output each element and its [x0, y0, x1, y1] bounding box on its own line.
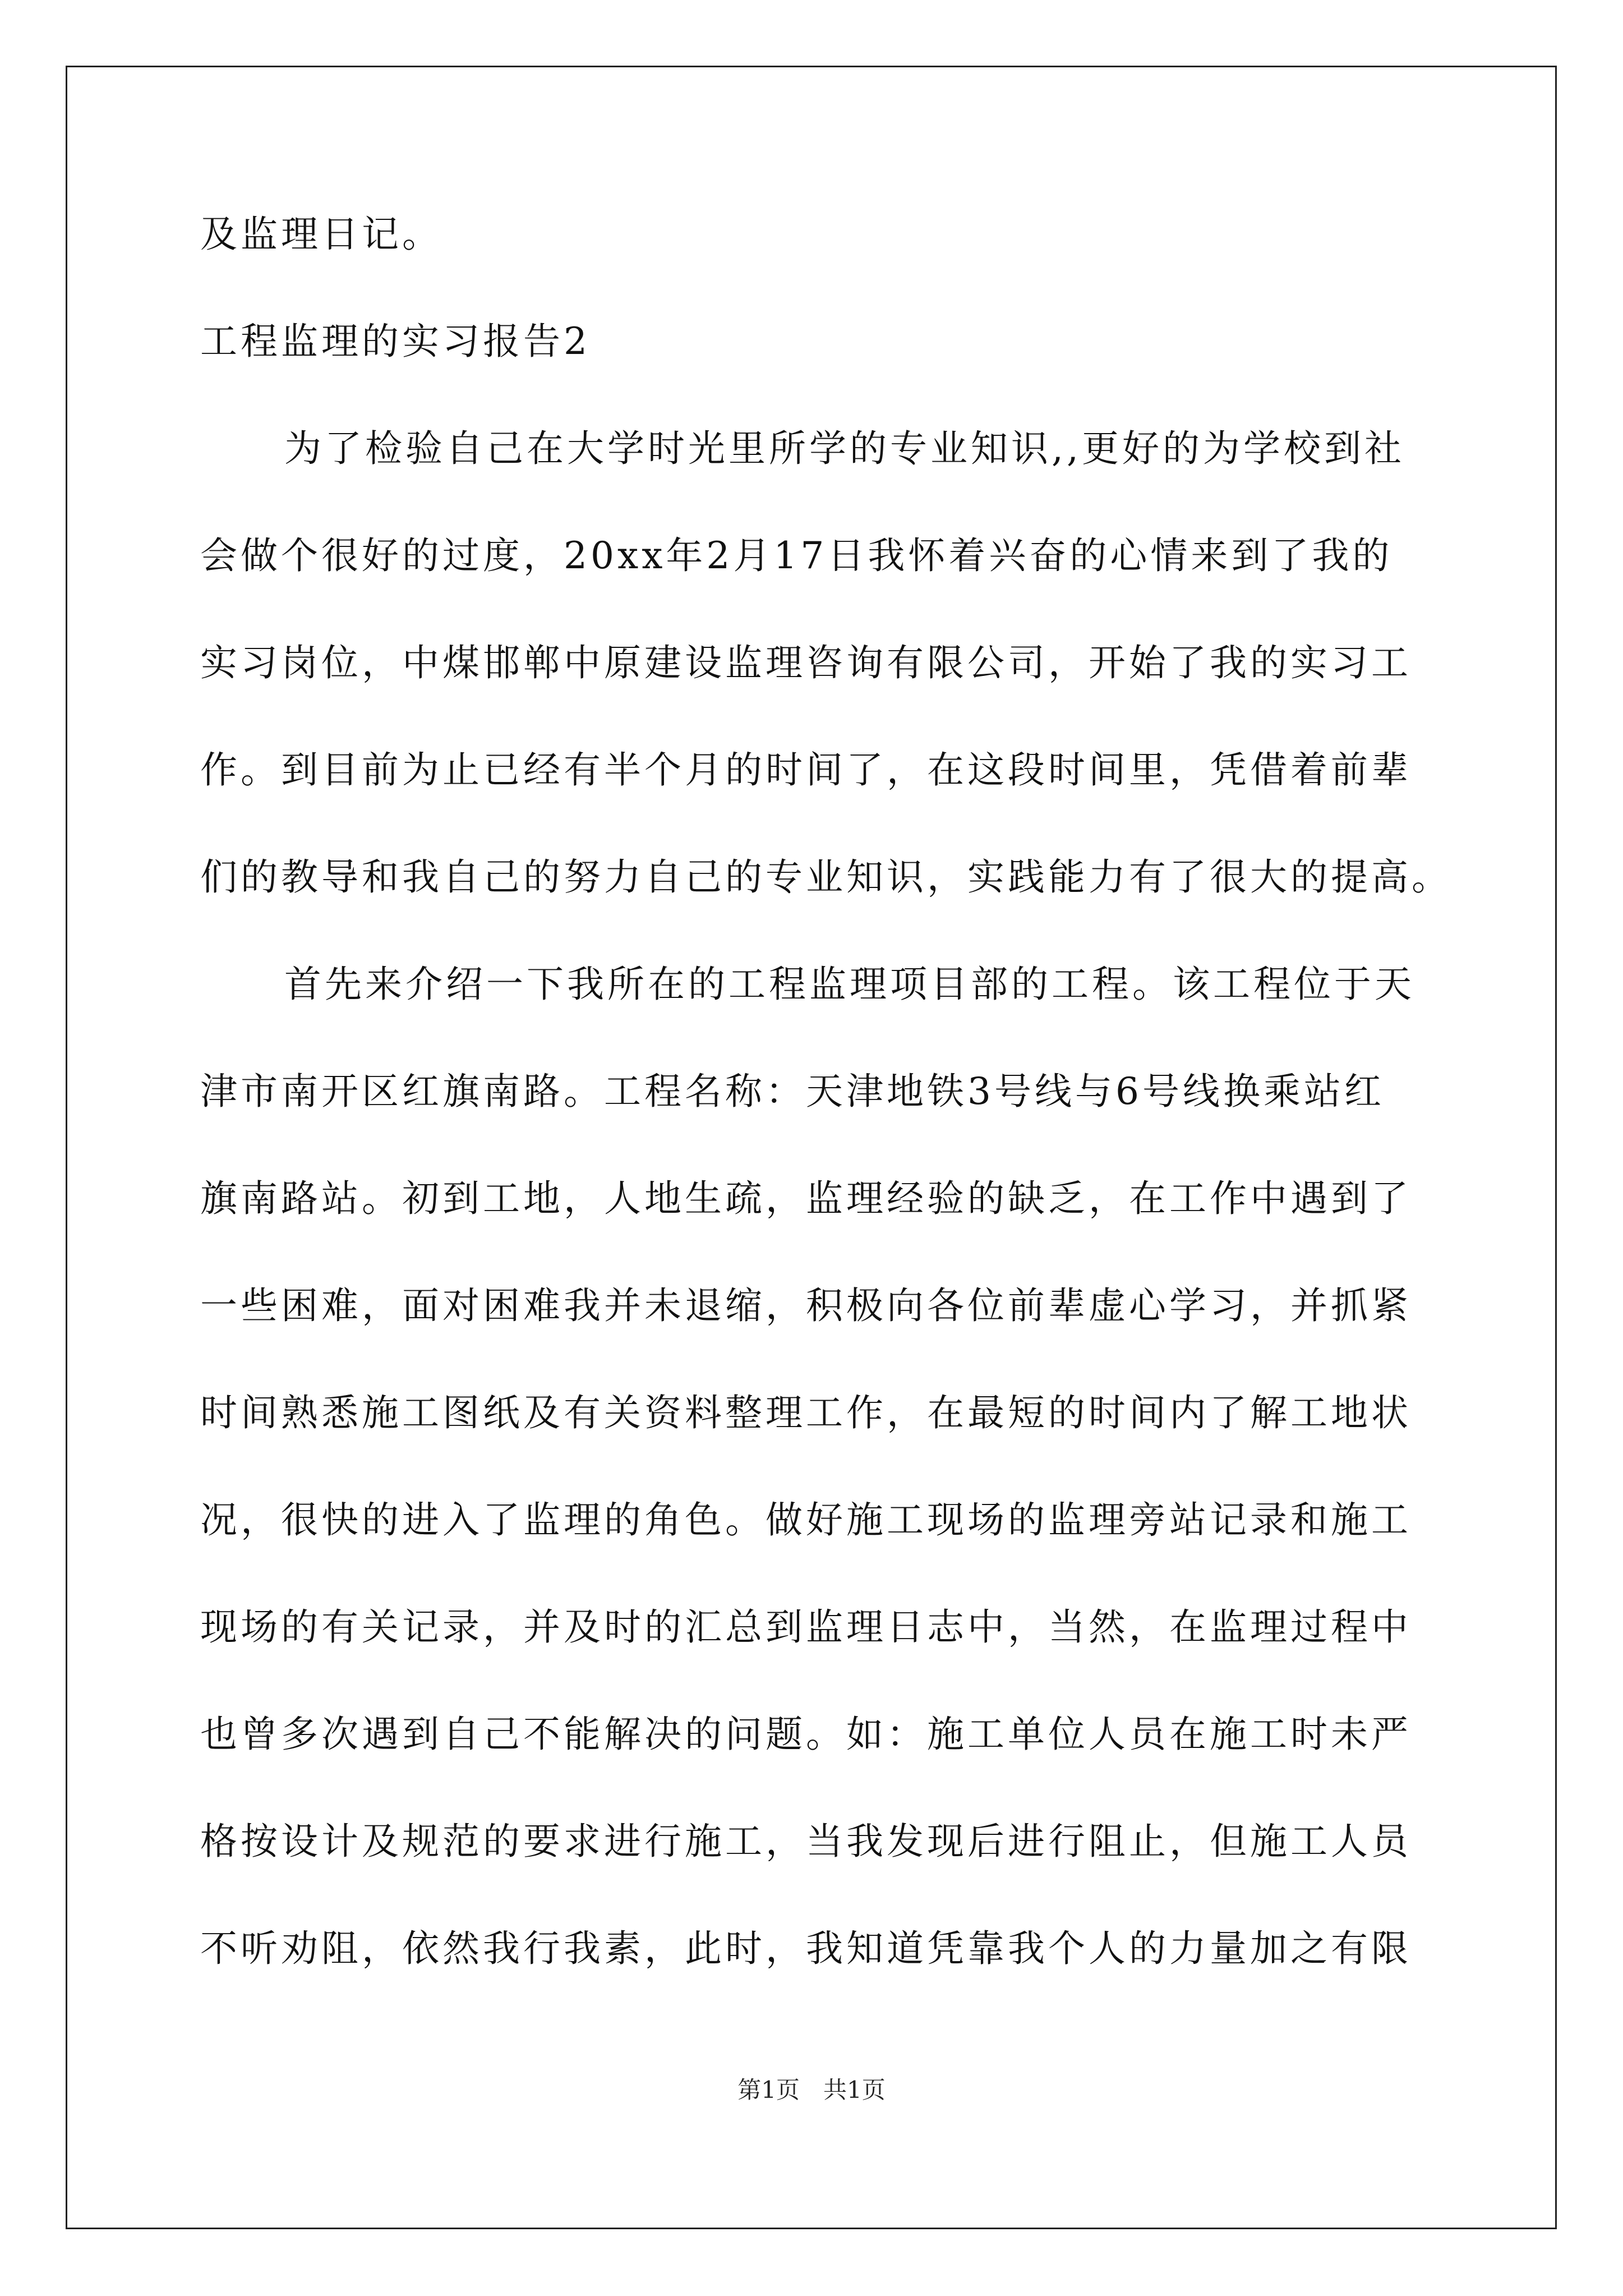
- paragraph-line: 不听劝阻，依然我行我素，此时，我知道凭靠我个人的力量加之有限: [200, 1927, 1412, 1970]
- paragraph-line: 们的教导和我自己的努力自己的专业知识，实践能力有了很大的提高。: [200, 855, 1452, 899]
- text-line: 及监理日记。: [200, 213, 442, 256]
- paragraph-line: 为了检验自己在大学时光里所学的专业知识,,更好的为学校到社: [284, 427, 1405, 470]
- paragraph-line: 一些困难，面对困难我并未退缩，积极向各位前辈虚心学习，并抓紧: [200, 1284, 1412, 1327]
- paragraph-line: 现场的有关记录，并及时的汇总到监理日志中，当然，在监理过程中: [200, 1605, 1412, 1649]
- paragraph-line: 首先来介绍一下我所在的工程监理项目部的工程。该工程位于天: [284, 963, 1415, 1006]
- paragraph-line: 格按设计及规范的要求进行施工，当我发现后进行阻止，但施工人员: [200, 1820, 1412, 1863]
- paragraph-line: 津市南开区红旗南路。工程名称：天津地铁3号线与6号线换乘站红: [200, 1070, 1385, 1113]
- section-heading: 工程监理的实习报告2: [200, 320, 591, 363]
- page-footer: 第1页 共1页: [737, 2076, 886, 2104]
- paragraph-line: 时间熟悉施工图纸及有关资料整理工作，在最短的时间内了解工地状: [200, 1391, 1412, 1434]
- paragraph-line: 况，很快的进入了监理的角色。做好施工现场的监理旁站记录和施工: [200, 1498, 1412, 1542]
- paragraph-line: 作。到目前为止已经有半个月的时间了，在这段时间里，凭借着前辈: [200, 748, 1412, 792]
- paragraph-line: 实习岗位，中煤邯郸中原建设监理咨询有限公司，开始了我的实习工: [200, 641, 1412, 684]
- paragraph-line: 旗南路站。初到工地，人地生疏，监理经验的缺乏，在工作中遇到了: [200, 1177, 1412, 1220]
- paragraph-line: 会做个很好的过度，20xx年2月17日我怀着兴奋的心情来到了我的: [200, 534, 1393, 577]
- page-border: [66, 66, 1557, 2229]
- paragraph-line: 也曾多次遇到自己不能解决的问题。如：施工单位人员在施工时未严: [200, 1713, 1412, 1756]
